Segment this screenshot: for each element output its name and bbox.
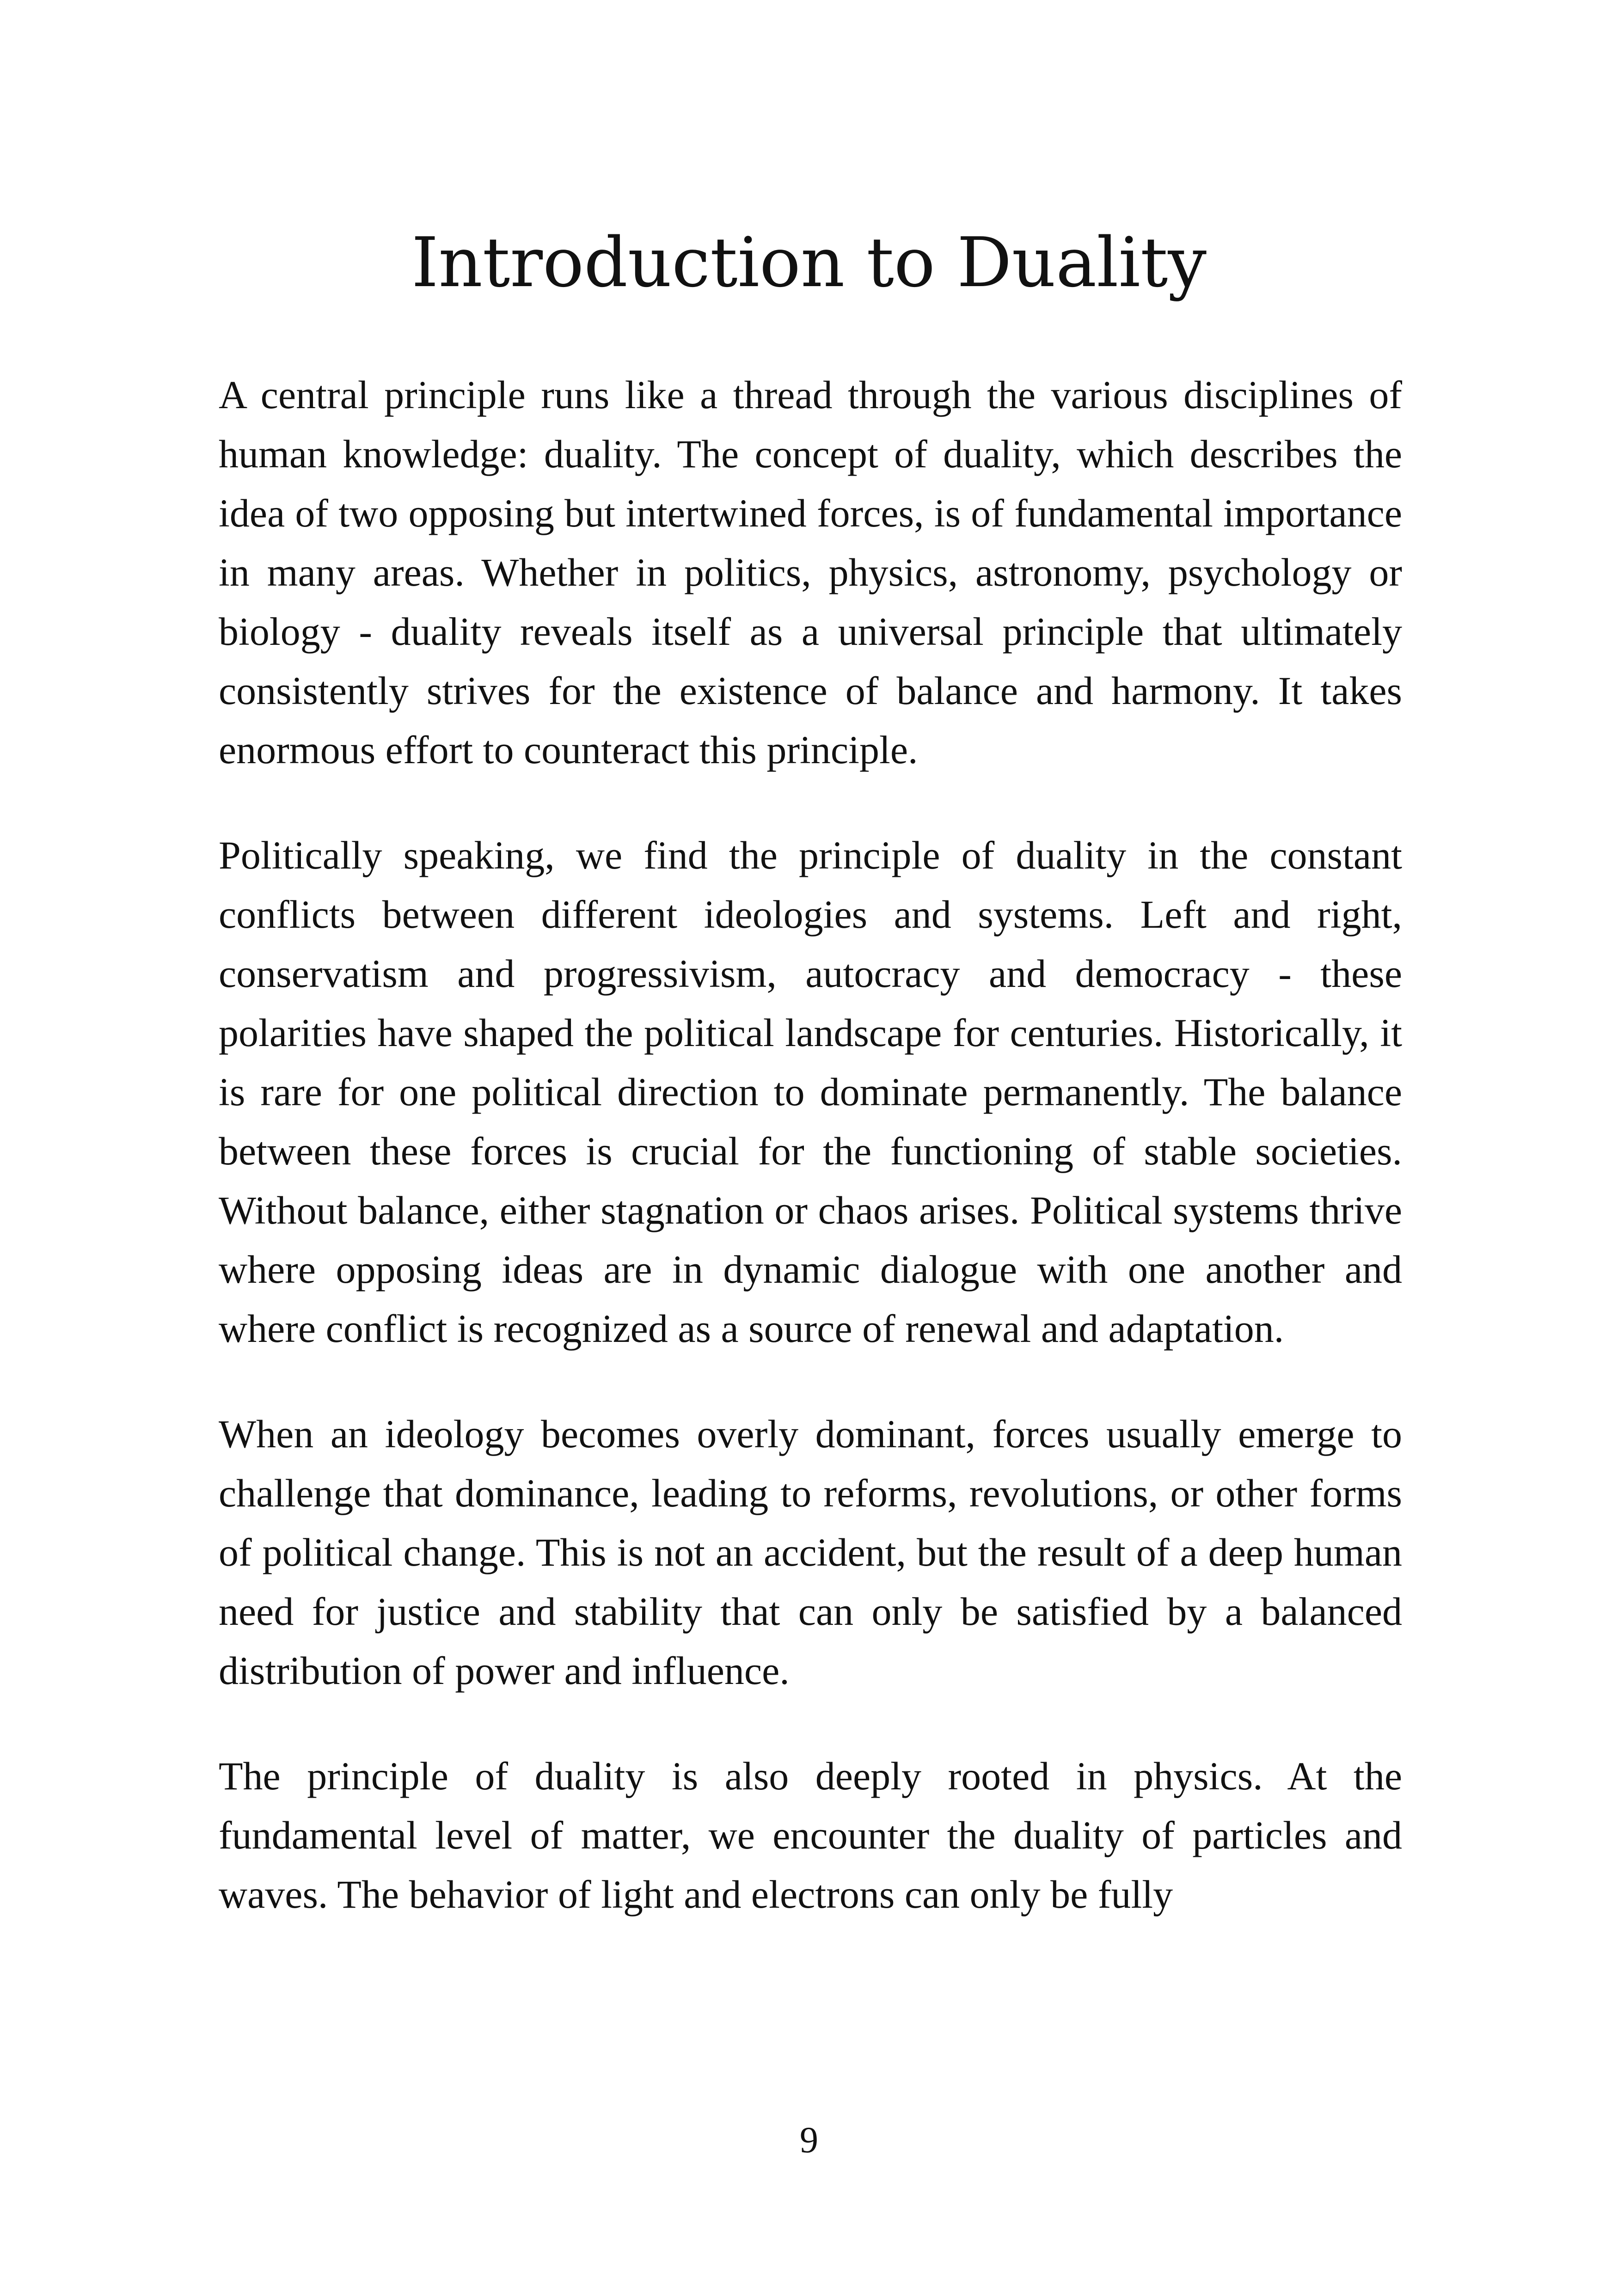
paragraph-2: Politically speaking, we find the principle of duality in the constant conflicts between different ideologies and systems. Left and right, conservatism and progressivism, autocracy and democracy - these polarities have shaped the political landscape for centuries. Historically, it is rare for one political direction to dominate permanently. The balance between these forces is crucial for the functioning of stable societies. Without balance, either stagnation or chaos arises. Political systems thrive where opposing ideas are in dynamic dialogue with one another and where conflict is recognized as a source of renewal and adaptation. [219, 833, 1402, 1351]
chapter-title: Introduction to Duality [411, 223, 1207, 302]
paragraph-1: A central principle runs like a thread through the various disciplines of human knowledge: duality. The concept of duality, which describes the idea of two opposing but intertwined forces, is of fundamental importance in many areas. Whether in politics, physics, astronomy, psychology or biology - duality reveals itself as a universal principle that ultimately consistently strives for the existence of balance and harmony. It takes enormous effort to counteract this principle. [219, 373, 1402, 772]
page-number: 9 [800, 2120, 818, 2161]
chapter-body [219, 365, 1402, 1970]
paragraph-4: The principle of duality is also deeply rooted in physics. At the fundamental level of matter, we encounter the duality of particles and waves. The behavior of light and electrons can only be fully [219, 1754, 1402, 1916]
paragraph-3: When an ideology becomes overly dominant, forces usually emerge to challenge that dominance, leading to reforms, revolutions, or other forms of political change. This is not an accident, but the result of a deep human need for justice and stability that can only be satisfied by a balanced distribution of power and influence. [219, 1412, 1402, 1693]
